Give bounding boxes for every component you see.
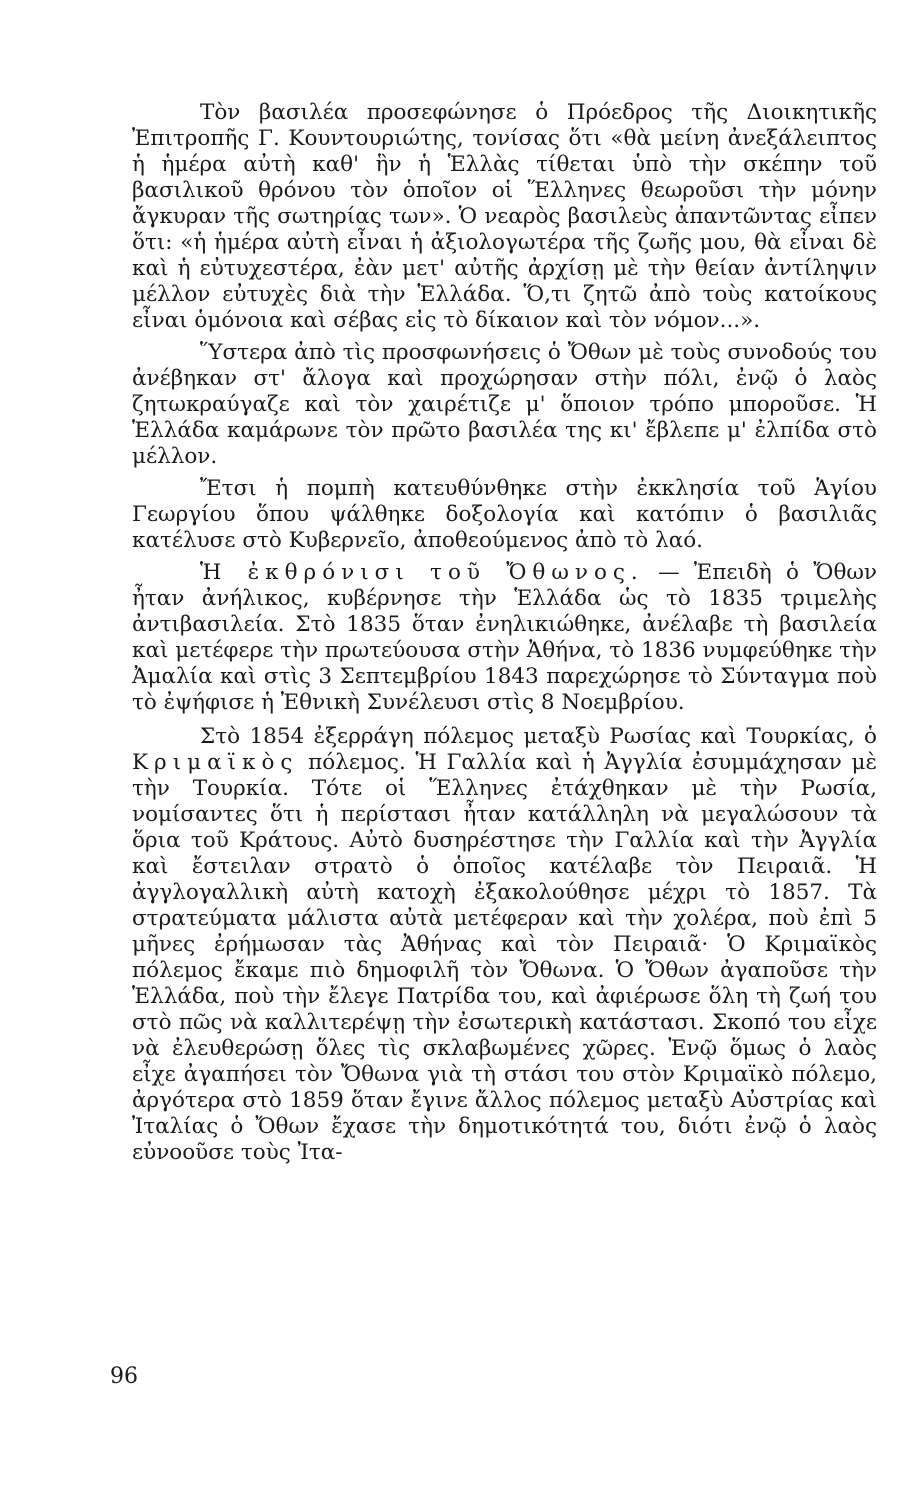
- paragraph-4-text: — Ἐπειδὴ ὁ Ὄθων ἦταν ἀνήλικος, κυβέρνησε τὴν Ἑλλάδα ὡς τὸ 1835 τριμελὴς ἀντιβασιλεία. Στὸ 1835 ὅταν ἐνηλικιώθηκε, ἀνέλαβε τὴ βασιλεία καὶ μετέφερε τὴν πρωτεύουσα στὴν Ἀθήνα, τὸ 1836 νυμφεύθηκε τὴν Ἀμαλία καὶ στὶς 3 Σεπτεμβρίου 1843 παρεχώρησε τὸ Σύνταγμα ποὺ τὸ ἐψήφισε ἡ Ἐθνικὴ Συνέλευσι στὶς 8 Νοεμβρίου.: [132, 560, 877, 715]
- paragraph-3-text: Ἔτσι ἡ πομπὴ κατευθύνθηκε στὴν ἐκκλησία τοῦ Ἁγίου Γεωργίου ὅπου ψάλθηκε δοξολογία καὶ κατόπιν ὁ βασιλιᾶς κατέλυσε στὸ Κυβερνεῖο, ἀποθεούμενος ἀπὸ τὸ λαό.: [132, 476, 877, 553]
- paragraph-2: [132, 340, 877, 470]
- spaced-term: Κριμαϊκὸς: [132, 750, 299, 775]
- page-number: 96: [110, 1364, 138, 1389]
- paragraph-5-text: πόλεμος. Ἡ Γαλλία καὶ ἡ Ἀγγλία ἐσυμμάχησαν μὲ τὴν Τουρκία. Τότε οἱ Ἕλληνες ἐτάχθηκαν μὲ τὴν Ρωσία, νομίσαντες ὅτι ἡ περίστασι ἦταν κατάλληλη νὰ μεγαλώσουν τὰ ὅρια τοῦ Κράτους. Αὐτὸ δυσηρέστησε τὴν Γαλλία καὶ τὴν Ἀγγλία καὶ ἔστειλαν στρατὸ ὁ ὁποῖος κατέλαβε τὸν Πειραιᾶ. Ἡ ἀγγλογαλλικὴ αὐτὴ κατοχὴ ἐξακολούθησε μέχρι τὸ 1857. Τὰ στρατεύματα μάλιστα αὐτὰ μετέφεραν καὶ τὴν χολέρα, ποὺ ἐπὶ 5 μῆνες ἐρήμωσαν τὰς Ἀθήνας καὶ τὸν Πειραιᾶ· Ὁ Κριμαϊκὸς πόλεμος ἔκαμε πιὸ δημοφιλῆ τὸν Ὄθωνα. Ὁ Ὄθων ἀγαποῦσε τὴν Ἑλλάδα, ποὺ τὴν ἔλεγε Πατρίδα του, καὶ ἀφιέρωσε ὅλη τὴ ζωή του στὸ πῶς νὰ καλλιτερέψῃ τὴν ἐσωτερικὴ κατάστασι. Σκοπό του εἶχε νὰ ἐλευθερώσῃ ὅλες τὶς σκλαβωμένες χῶρες. Ἐνῷ ὅμως ὁ λαὸς εἶχε ἀγαπήσει τὸν Ὄθωνα γιὰ τὴ στάσι του στὸν Κριμαϊκὸ πόλεμο, ἀργότερα στὸ 1859 ὅταν ἔγινε ἄλλος πόλεμος μεταξὺ Αὐστρίας καὶ Ἰταλίας ὁ Ὄθων ἔχασε τὴν δημοτικότητά του, διότι ἐνῷ ὁ λαὸς εὐνοοῦσε τοὺς Ἰτα-: [132, 750, 877, 1165]
- paragraph-4: [132, 560, 877, 716]
- paragraph-5-pre: Στὸ 1854 ἐξερράγη πόλεμος μεταξὺ Ρωσίας καὶ Τουρκίας, ὁ: [200, 724, 877, 749]
- section-heading: Ἡ ἐκθρόνισι τοῦ Ὄθωνος.: [200, 560, 644, 585]
- paragraph-1-text: Τὸν βασιλέα προσεφώνησε ὁ Πρόεδρος τῆς Διοικητικῆς Ἐπιτροπῆς Γ. Κουντουριώτης, τονίσας ὅτι «θὰ μείνη ἀνεξάλειπτος ἡ ἡμέρα αὐτὴ καθ' ἣν ἡ Ἑλλὰς τίθεται ὑπὸ τὴν σκέπην τοῦ βασιλικοῦ θρόνου τὸν ὁποῖον οἱ Ἕλληνες θεωροῦσι τὴν μόνην ἄγκυραν τῆς σωτηρίας των». Ὁ νεαρὸς βασιλεὺς ἀπαντῶντας εἶπεν ὅτι: «ἡ ἡμέρα αὐτὴ εἶναι ἡ ἀξιολογωτέρα τῆς ζωῆς μου, θὰ εἶναι δὲ καὶ ἡ εὐτυχεστέρα, ἐὰν μετ' αὐτῆς ἀρχίσῃ μὲ τὴν θείαν ἀντίληψιν μέλλον εὐτυχὲς διὰ τὴν Ἑλλάδα. Ὅ,τι ζητῶ ἀπὸ τοὺς κατοίκους εἶναι ὁμόνοια καὶ σέβας εἰς τὸ δίκαιον καὶ τὸν νόμον...».: [132, 100, 877, 333]
- paragraph-3: [132, 476, 877, 554]
- body-text: [132, 100, 877, 1166]
- paragraph-1: [132, 100, 877, 334]
- paragraph-2-text: Ὕστερα ἀπὸ τὶς προσφωνήσεις ὁ Ὄθων μὲ τοὺς συνοδούς του ἀνέβηκαν στ' ἄλογα καὶ προχώρησαν στὴν πόλι, ἐνῷ ὁ λαὸς ζητωκραύγαζε καὶ τὸν χαιρέτιζε μ' ὅποιον τρόπο μποροῦσε. Ἡ Ἑλλάδα καμάρωνε τὸν πρῶτο βασιλέα της κι' ἔβλεπε μ' ἐλπίδα στὸ μέλλον.: [132, 340, 877, 469]
- paragraph-5: [132, 724, 877, 1166]
